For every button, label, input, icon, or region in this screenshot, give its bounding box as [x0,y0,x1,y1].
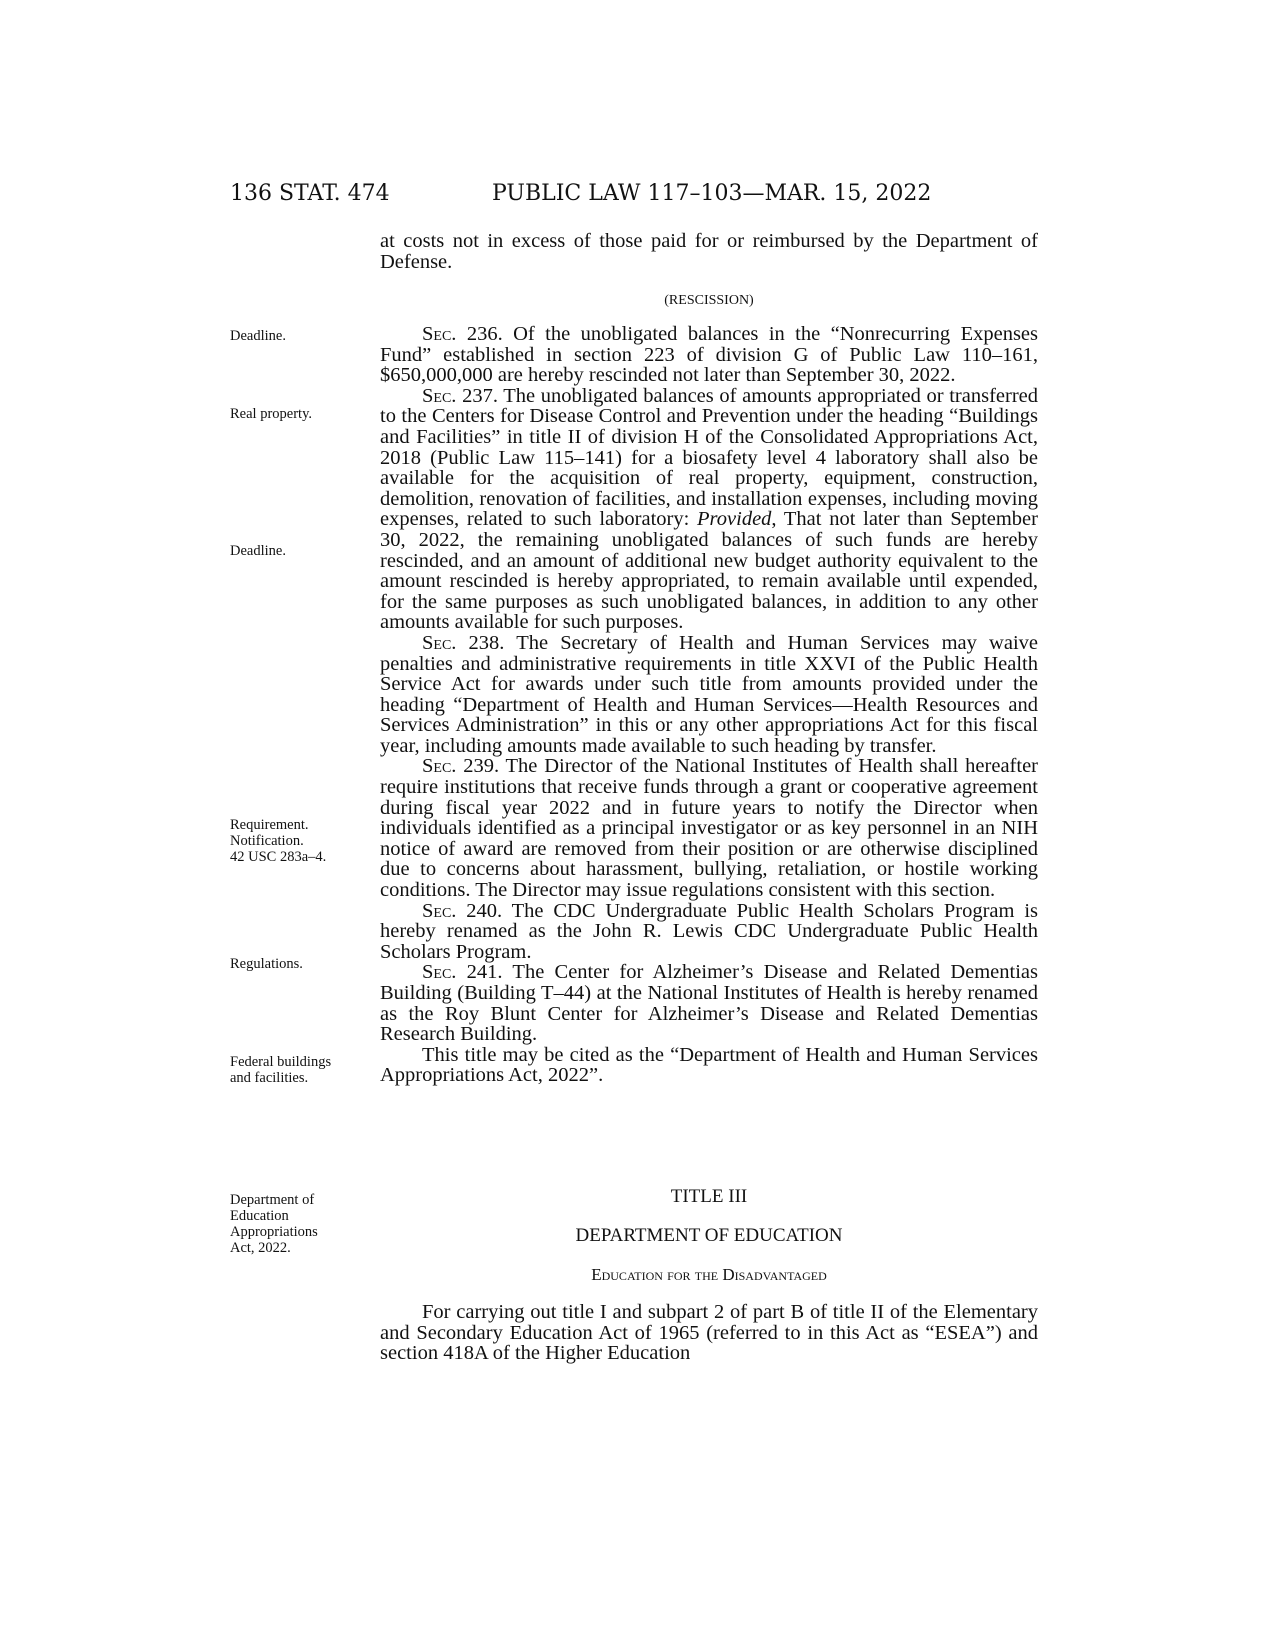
section-239 [380,756,1038,900]
section-text: The Director of the National Institutes of Health shall hereafter require institutions that receive funds through a grant or cooperative agreement during fiscal year 2022 and in future years to notify the Director when individuals identified as a principal investigator or as key personnel in an NIH notice of award are removed from their position or are otherwise disciplined due to concerns about harassment, bullying, retaliation, or hostile working conditions. The Director may issue regulations consistent with this section. [380,755,1038,902]
margin-note-line: Federal buildings [230,1054,332,1070]
final-paragraph-block [380,1302,1038,1364]
margin-note-line: Department of [230,1192,315,1208]
margin-note-line: Requirement. [230,817,309,833]
section-text: The unobligated balances of amounts appropriated or transferred to the Centers for Disease Control and Prevention under the heading “Buildings and Facilities” in title II of division H of the Consolidated Appropriations Act, 2018 (Public Law 115–141) for a biosafety level 4 laboratory shall also be available for the acquisition of real property, equipment, construction, demolition, renovation of facilities, and installation expenses, including moving expenses, related to such laboratory: [380,384,1039,531]
rescission-heading: (RESCISSION) [664,293,754,308]
final-paragraph: For carrying out title I and subpart 2 of part B of title II of the Elementary and Secondary Education Act of 1965 (referred to in this Act as “ESEA”) and section 418A of the Higher Education [380,1301,1038,1365]
margin-note-education-act [230,1192,360,1256]
margin-note-line: 42 USC 283a–4. [230,849,327,865]
sub-heading: Education for the Disadvantaged [591,1265,827,1284]
section-236 [380,324,1038,386]
running-head: PUBLIC LAW 117–103—MAR. 15, 2022 [492,181,932,206]
margin-note-deadline-2: Deadline. [230,543,286,559]
margin-note-regulations: Regulations. [230,956,303,972]
margin-note-deadline: Deadline. [230,328,286,344]
provided-term: Provided [697,508,772,531]
margin-note-requirement [230,817,360,865]
margin-note-line: and facilities. [230,1070,309,1086]
section-238 [380,633,1038,757]
margin-note-line: Education [230,1208,289,1224]
margin-note-line: Appropriations [230,1224,318,1240]
section-label: Sec. 239. [422,755,500,778]
section-241 [380,962,1038,1044]
margin-note-real-property: Real property. [230,406,313,422]
section-text: Of the unobligated balances in the “Nonrecurring Expenses Fund” established in section 223 of division G of Public Law 110–161, $650,000,000 are hereby rescinded not later than September 30, 2022. [380,323,1038,387]
section-text: The Secretary of Health and Human Services may waive penalties and administrative requirements in title XXVI of the Public Health Service Act for awards under such title from amounts provided under the heading “Department of Health and Human Services—Health Resources and Services Administration” in this or any other appropriations Act for this fiscal year, including amounts made available to such heading by transfer. [380,631,1038,757]
section-240 [380,901,1038,963]
section-text: , That not later than September 30, 2022, the remaining unobligated balances of such funds are hereby rescinded, and an amount of additional new budget authority equivalent to the amount rescinded is hereby appropriated, to remain available until expended, for the same purposes as such unobligated balances, in addition to any other amounts available for such purposes. [380,508,1038,634]
section-label: Sec. 237. [422,384,498,407]
section-237 [380,386,1038,633]
stat-citation: 136 STAT. 474 [230,181,390,206]
section-label: Sec. 236. [422,323,503,345]
sections-block [380,324,1038,1086]
section-text: The Center for Alzheimer’s Disease and Related Dementias Building (Building T–44) at the National Institutes of Health is hereby renamed as the Roy Blunt Center for Alzheimer’s Disease and Related Dementias Research Building. [380,961,1038,1046]
citation-paragraph: This title may be cited as the “Department of Health and Human Services Appropriations Act, 2022”. [380,1043,1038,1087]
department-heading: DEPARTMENT OF EDUCATION [575,1225,843,1246]
section-label: Sec. 238. [422,631,505,654]
continued-text: at costs not in excess of those paid for or reimbursed by the Department of Defense. [380,230,1038,273]
margin-note-line: Notification. [230,833,304,849]
section-label: Sec. 240. [422,899,503,922]
section-text: The CDC Undergraduate Public Health Scholars Program is hereby renamed as the John R. Lewis CDC Undergraduate Public Health Scholars Program. [380,899,1038,963]
section-label: Sec. 241. [422,961,503,984]
title-heading: TITLE III [670,1186,748,1207]
margin-note-federal-buildings [230,1054,360,1086]
margin-note-line: Act, 2022. [230,1240,291,1256]
page-header [230,181,1038,221]
continued-paragraph [380,231,1038,272]
